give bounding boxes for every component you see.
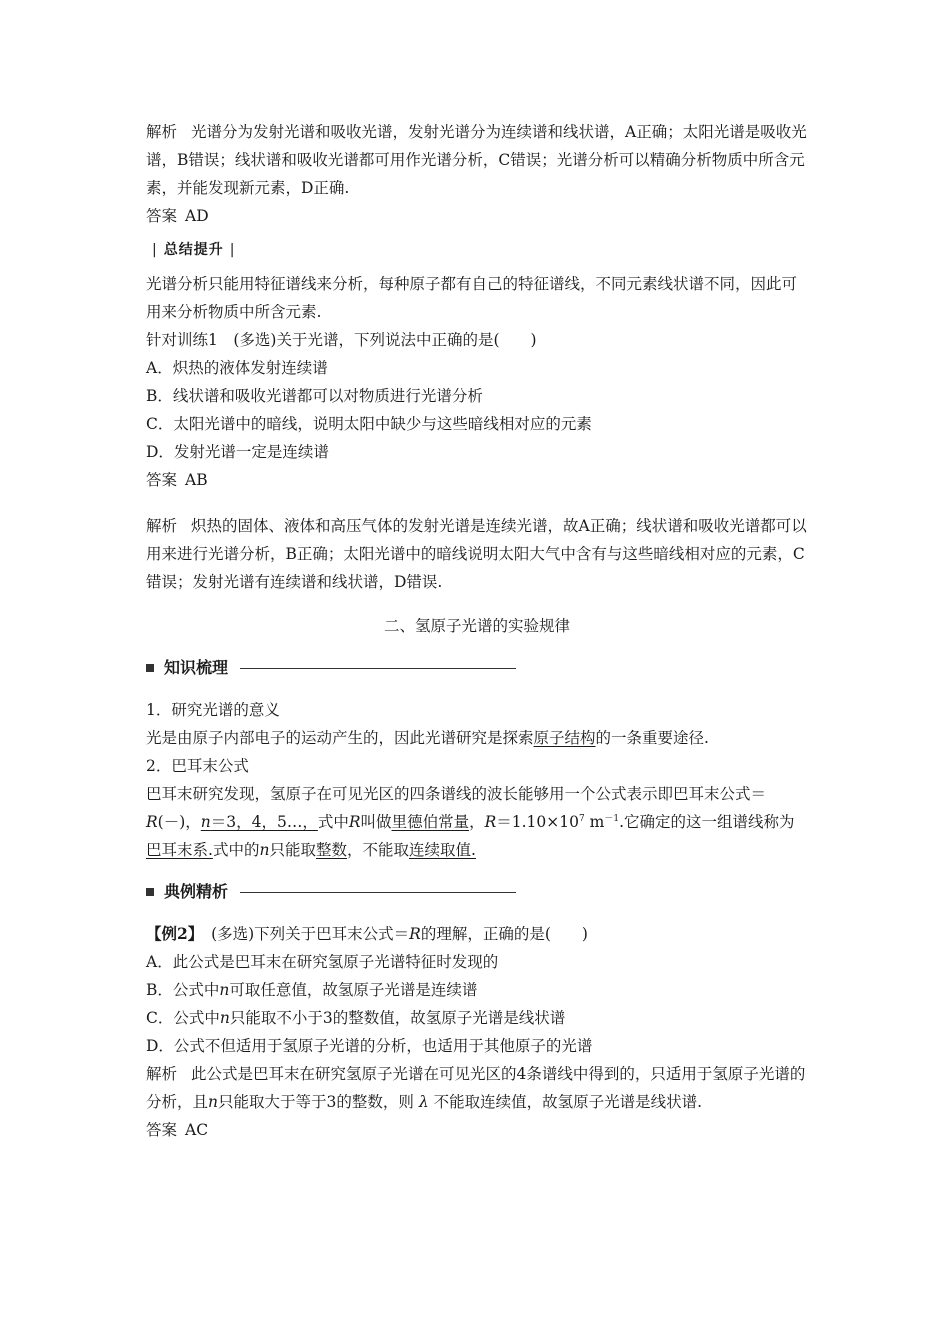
example-answer xyxy=(146,1116,808,1144)
example-analysis: 解析 此公式是巴耳末在研究氢原子光谱在可见光区的4条谱线中得到的，只适用于氢原子光谱的分析，且n只能取大于等于3的整数，则 λ 不能取连续值，故氢原子光谱是线状谱. xyxy=(146,1065,806,1111)
training-option-c: C．太阳光谱中的暗线，说明太阳中缺少与这些暗线相对应的元素 xyxy=(146,415,592,433)
section-rule xyxy=(240,892,516,893)
analysis-label: 解析 xyxy=(146,1065,178,1083)
analysis-label: 解析 xyxy=(146,517,178,535)
answer-value: AD xyxy=(185,207,209,225)
underlined-integer: 整数 xyxy=(315,841,347,859)
analysis-text: 光谱分为发射光谱和吸收光谱，发射光谱分为连续谱和线状谱，A正确；太阳光谱是吸收光谱，B错误；线状谱和吸收光谱都可用作光谱分析，C错误；光谱分析可以精确分析物质中所含元素，并能发现新元素，D正确. xyxy=(146,123,807,197)
document-page xyxy=(146,118,808,1144)
square-bullet-icon xyxy=(146,664,154,672)
underlined-continuous: 连续取值. xyxy=(408,841,476,859)
knowledge-item2-text: 巴耳末研究发现，氢原子在可见光区的四条谱线的波长能够用一个公式表示即巴耳末公式＝R(－)，n＝3，4，5…，式中R叫做里德伯常量，$R=1.10\times 10^7$ $m^{-1}$.它确定的这一组谱线称为巴耳末系.式中的n只能取整数，不能取连续取值. xyxy=(146,785,795,859)
example-stem: 【例2】 (多选)下列关于巴耳末公式＝R的理解，正确的是( ) xyxy=(146,924,588,943)
section-rule xyxy=(240,668,516,669)
training-stem: 针对训练1 (多选)关于光谱，下列说法中正确的是( ) xyxy=(146,331,537,349)
summary-title: 总结提升 xyxy=(163,242,224,258)
answer-value: AC xyxy=(185,1121,209,1139)
training-option-a: A．炽热的液体发射连续谱 xyxy=(146,359,328,377)
training-analysis xyxy=(146,512,808,596)
training-answer xyxy=(146,466,808,494)
section-examples xyxy=(146,878,808,906)
example-option-c: C．公式中n只能取不小于3的整数值，故氢原子光谱是线状谱 xyxy=(146,1009,566,1027)
section-title: 知识梳理 xyxy=(164,658,229,677)
knowledge-item2-title: 2．巴耳末公式 xyxy=(146,757,249,775)
square-bullet-icon xyxy=(146,888,154,896)
training-option-b: B．线状谱和吸收光谱都可以对物质进行光谱分析 xyxy=(146,387,483,405)
example-option-b: B．公式中n可取任意值，故氢原子光谱是连续谱 xyxy=(146,981,478,999)
answer-label: 答案 xyxy=(146,471,178,489)
underlined-term: 原子结构 xyxy=(533,729,596,747)
underlined-rydberg: 里德伯常量 xyxy=(391,813,470,831)
example-option-a: A．此公式是巴耳末在研究氢原子光谱特征时发现的 xyxy=(146,953,499,971)
underlined-series: 巴耳末系. xyxy=(146,841,213,859)
analysis-paragraph xyxy=(146,118,808,202)
analysis-text: 炽热的固体、液体和高压气体的发射光谱是连续光谱，故A正确；线状谱和吸收光谱都可以用来进行光谱分析，B正确；太阳光谱中的暗线说明太阳大气中含有与这些暗线相对应的元素，C错误；发射光谱有连续谱和线状谱，D错误. xyxy=(146,517,807,591)
summary-heading: | 总结提升 | xyxy=(152,242,236,258)
answer-line xyxy=(146,202,808,230)
analysis-label: 解析 xyxy=(146,123,178,141)
answer-label: 答案 xyxy=(146,1121,178,1139)
underlined-n-values: n＝3，4，5…， xyxy=(200,813,318,831)
training-option-d: D．发射光谱一定是连续谱 xyxy=(146,443,329,461)
section-title: 典例精析 xyxy=(164,882,229,901)
chapter-title: 二、氢原子光谱的实验规律 xyxy=(383,617,570,635)
example-label: 【例2】 xyxy=(146,924,196,943)
knowledge-item1-text: 光是由原子内部电子的运动产生的，因此光谱研究是探索原子结构的一条重要途径. xyxy=(146,729,709,747)
section-knowledge xyxy=(146,654,808,682)
answer-label: 答案 xyxy=(146,207,178,225)
answer-value: AB xyxy=(185,471,208,489)
knowledge-item1-title: 1．研究光谱的意义 xyxy=(146,701,280,719)
summary-text: 光谱分析只能用特征谱线来分析，每种原子都有自己的特征谱线，不同元素线状谱不同，因此可用来分析物质中所含元素. xyxy=(146,275,798,321)
example-option-d: D．公式不但适用于氢原子光谱的分析，也适用于其他原子的光谱 xyxy=(146,1037,593,1055)
